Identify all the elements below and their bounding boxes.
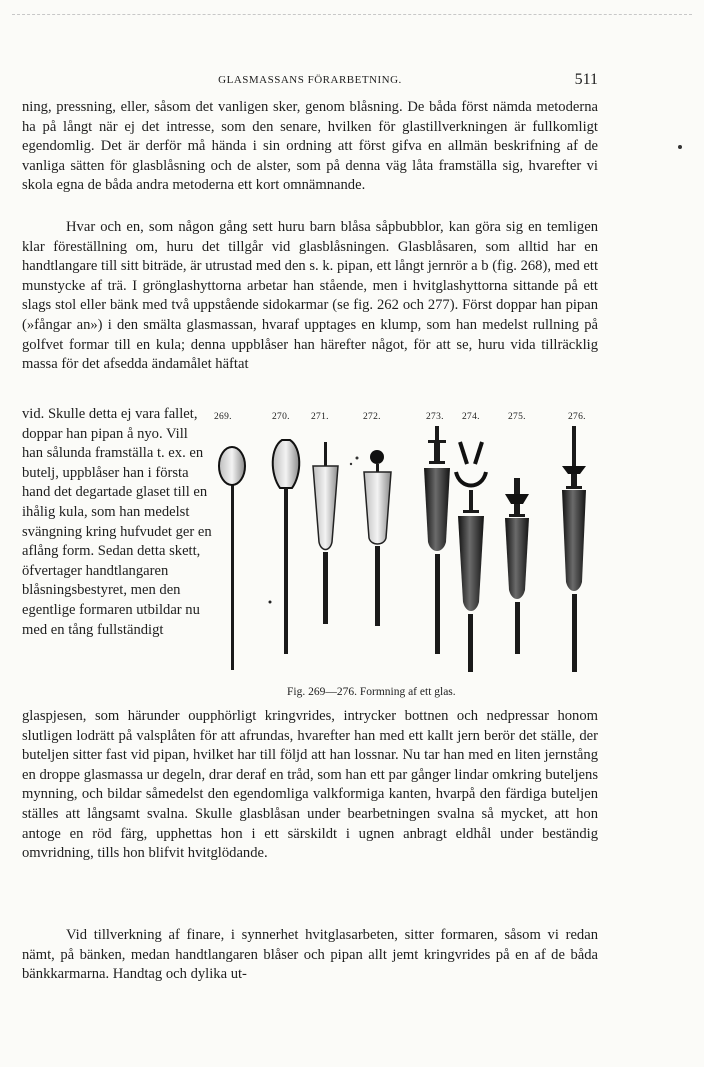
fig-270-pear-gather: [273, 440, 300, 654]
figure-illustration: [212, 412, 606, 682]
margin-mark: [678, 145, 682, 149]
page-header: [22, 71, 598, 94]
figure-glass-forming: [212, 412, 606, 702]
page-top-border: [12, 14, 692, 15]
figure-caption: Fig. 269—276. Formning af ett glas.: [287, 686, 456, 698]
paragraph-4: Vid tillverkning af finare, i synnerhet hvitglasarbeten, sitter formaren, såsom vi redan nämt, på bänken, medan handtlangaren blåser och pipan allt jemt kringvrides på en af de båda bänkkarmarna. Handtag och dylika ut-: [22, 927, 598, 983]
page-number: 511: [574, 71, 598, 88]
fig-274-tongs-and-glass: [456, 442, 486, 672]
fig-label-269: 269.: [214, 412, 232, 422]
fig-275-footed-glass: [505, 478, 529, 654]
running-head: GLASMASSANS FÖRARBETNING.: [218, 74, 402, 86]
paragraph-3: glaspjesen, som härunder oupphörligt kringvrides, intrycker bottnen och nedpressar honom slutligen lodrätt på valsplåten för att afrundas, hvarefter han med ett kallt jern berör det ställe, der buteljen sitter fast vid pipan, hvilket har till följd att han lossnar. Nu tar han med en liten jernstång en droppe glasmassa ur degeln, drar deraf en tråd, som han ett par gånger lindar omkring buteljens mynning, och bildar såmedelst den egendomliga valkformiga kanten, hvarpå den färdiga buteljen ställes att långsamt svalna. Skulle glasblåsan under bearbetningen svalna så mycket, att hon antoge en röd färg, upphettas hon i ett särskildt i ugnen anbragt eldhål under beständig omvridning, tills hon blifvit hvitglödande.: [22, 708, 598, 862]
fig-label-273: 273.: [426, 412, 444, 422]
fig-272-ball-and-cone: [350, 450, 391, 626]
paragraph-2: Hvar och en, som någon gång sett huru barn blåsa såpbubblor, kan göra sig en temligen klar föreställning om, huru det tillgår vid glasblåsningen. Glasblåsaren, som alltid har en handtlangare till sitt biträde, är utrustad med den s. k. pipan, ett långt jernrör a b (fig. 268), med ett munstycke af trä. I grönglashyttorna arbetar han stående, men i hvitglashyttorna sittande på ett slags stol eller bänk med två uppstående sidokarmar (se fig. 262 och 277). Först doppar han pipan (»fångar an») i den smälta glasmassan, hvaraf upptages en klump, som han medelst rullning på golfvet formar till en kula; denna uppblåser han härefter något, för att se, huru vida tillräcklig massa för det afsedda ändamålet häftat: [22, 219, 598, 373]
fig-269-pipe-with-gather: [219, 447, 245, 670]
fig-label-270: 270.: [272, 412, 290, 422]
paragraph-wrap-around-figure: vid. Skulle detta ej vara fallet, doppar han pipan å nyo. Vill han sålunda framställa t. ex. en butelj, uppblåser han i första hand det degartade glaset till en ihålig kula, som han medelst svängning kring hufvudet ger en aflång form. Sedan detta skett, öfvertager handtlangaren blåsningsbestyret, men den egentlige formaren utbildar nu med en tång fullständigt: [22, 406, 212, 638]
fig-271-conical-glass: [313, 442, 338, 624]
fig-label-274: 274.: [462, 412, 480, 422]
fig-273-stemmed-glass: [424, 426, 450, 654]
fig-label-272: 272.: [363, 412, 381, 422]
fig-276-finished-glass: [562, 426, 586, 672]
fig-label-271: 271.: [311, 412, 329, 422]
fig-label-276: 276.: [568, 412, 586, 422]
fig-label-275: 275.: [508, 412, 526, 422]
paragraph-1: ning, pressning, eller, såsom det vanligen sker, genom blåsning. De båda först nämda metoderna ha på långt när ej det intresse, som den senare, hvilken för glastillverkningen är fullkomligt egendomlig. Det är derför må hända i sin ordning att först gifva en allmän beskrifning af de vanliga sätten för glasblåsning och de alster, som på denna väg låta framställa sig, hvarefter vi skola egna de båda andra metoderna ett kort omnämnande.: [22, 99, 598, 194]
